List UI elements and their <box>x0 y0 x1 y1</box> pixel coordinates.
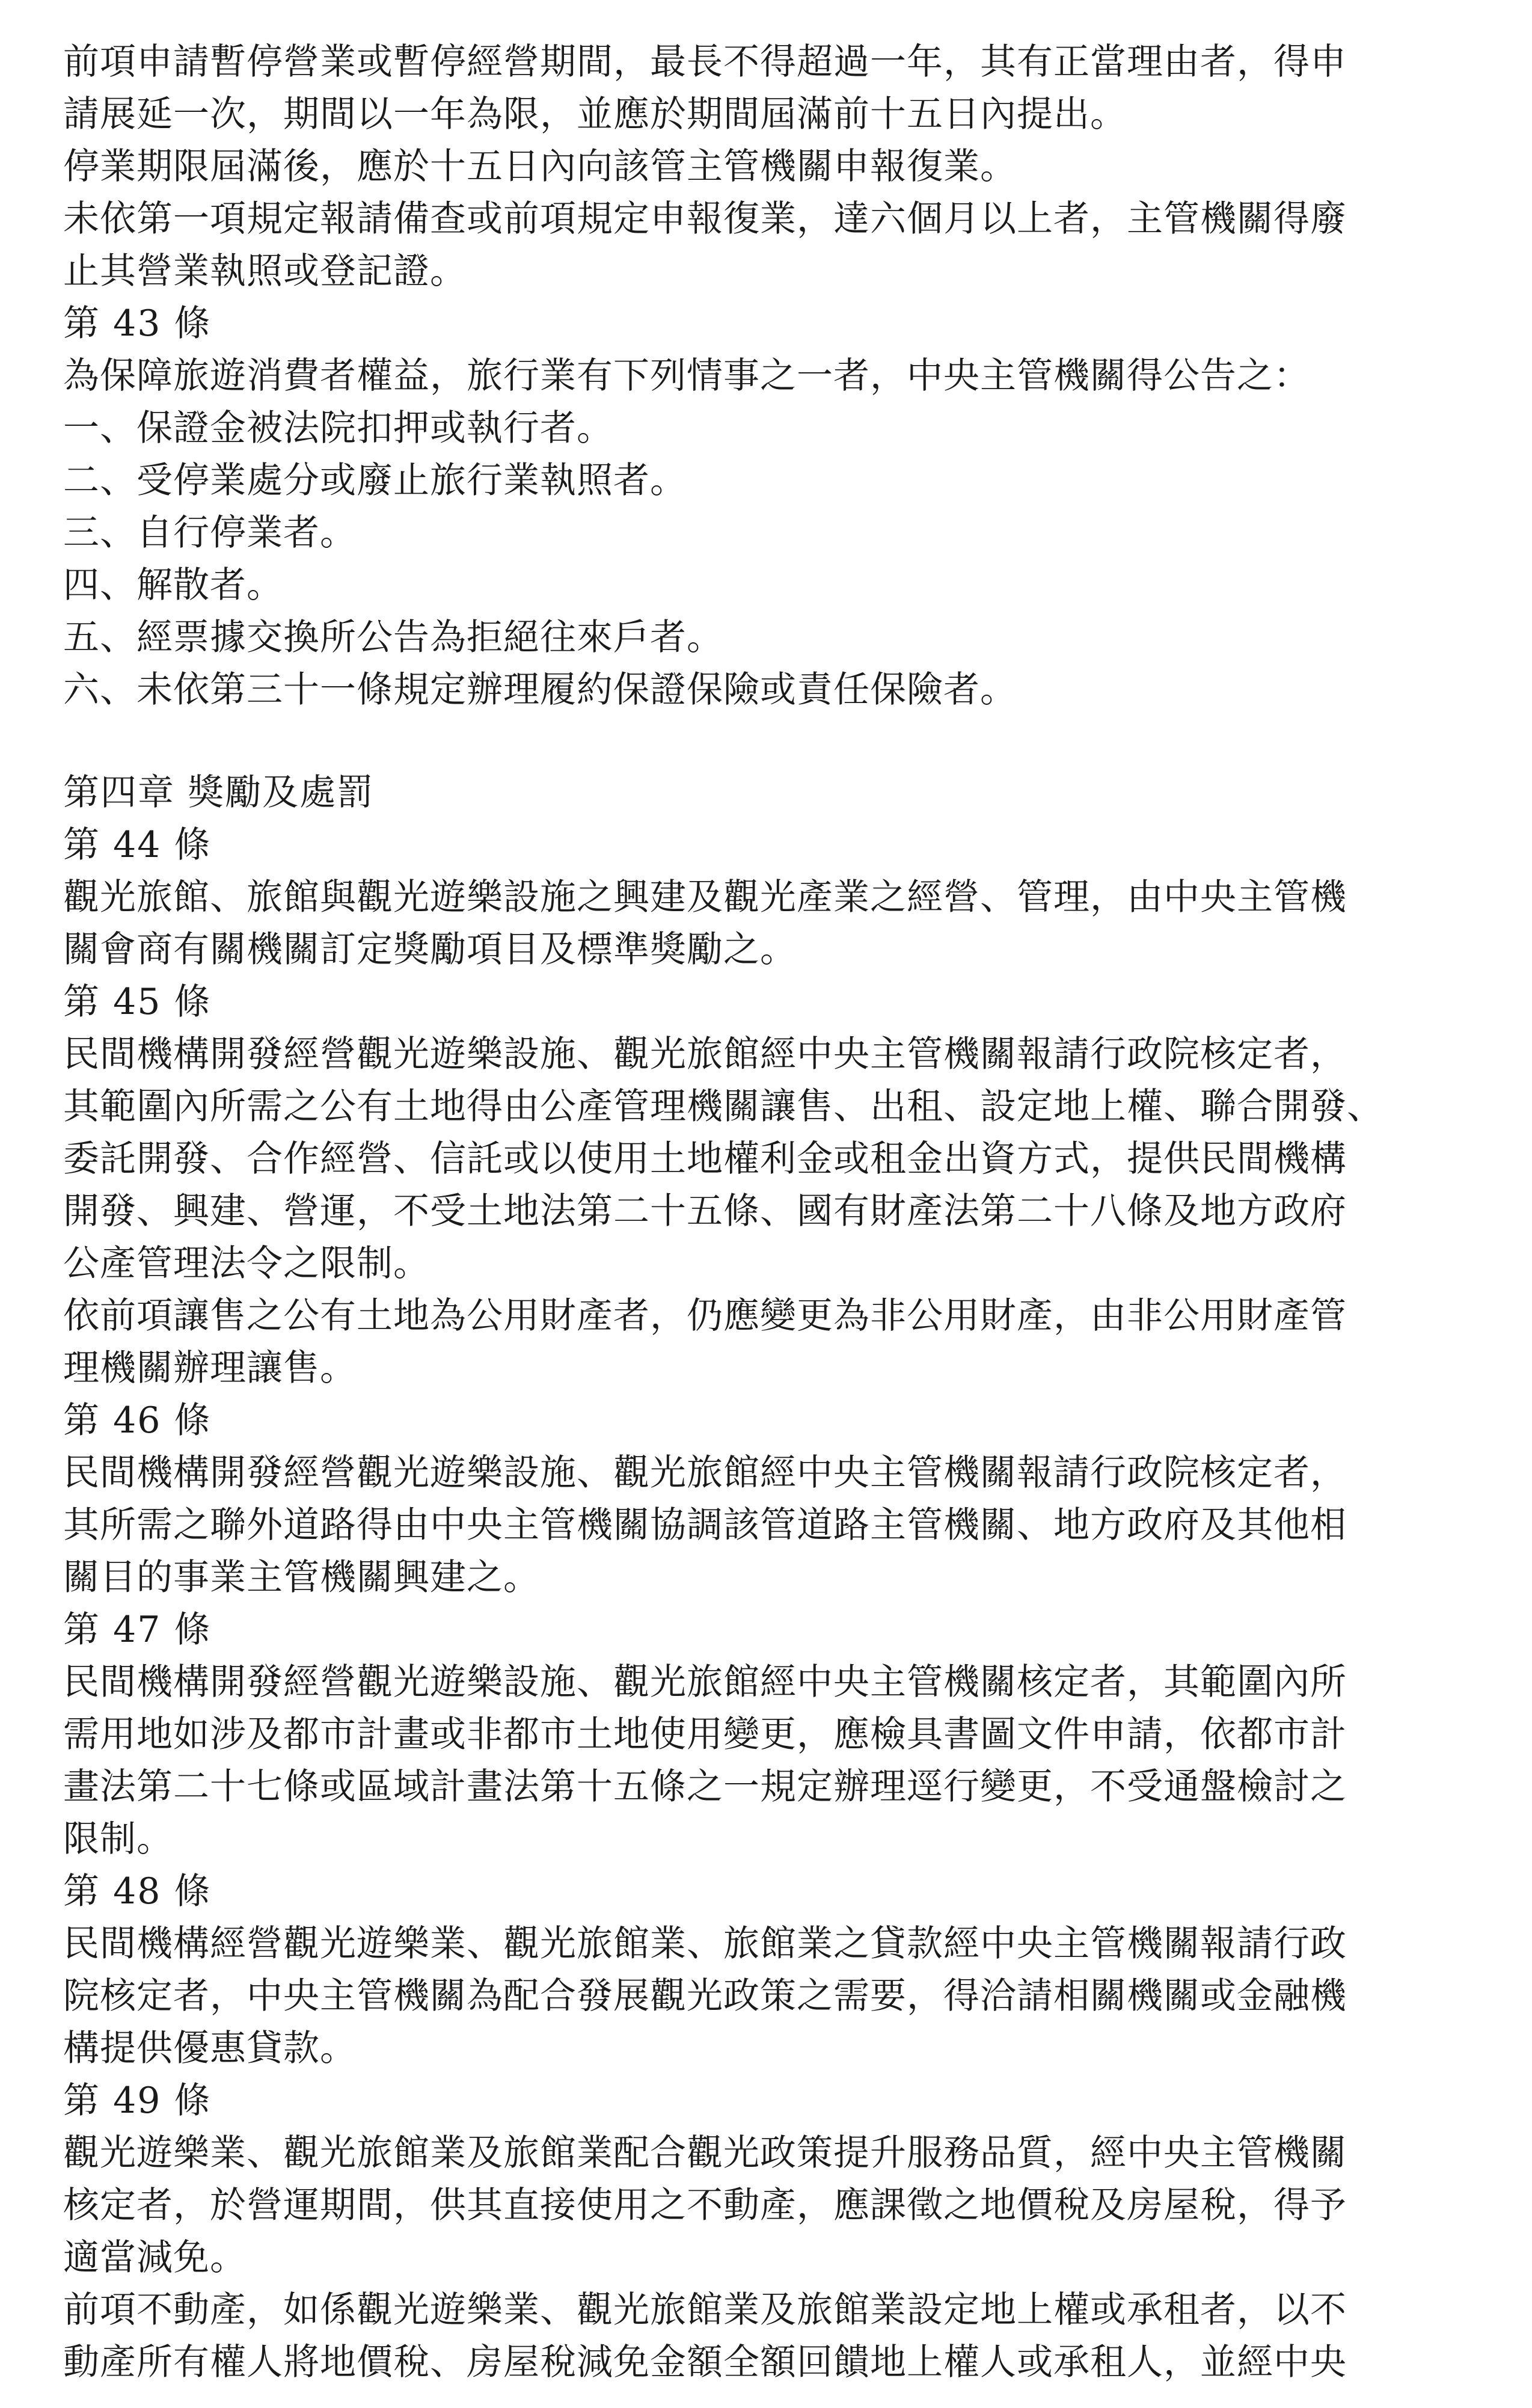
text-line: 請展延一次，期間以一年為限，並應於期間屆滿前十五日內提出。 <box>63 93 1127 135</box>
list-item: 一、保證金被法院扣押或執行者。 <box>63 407 613 449</box>
text-line: 院核定者，中央主管機關為配合發展觀光政策之需要，得洽請相關機關或金融機 <box>63 1975 1347 2017</box>
article-43 <box>63 298 1458 716</box>
text-line: 理機關辦理讓售。 <box>63 1347 357 1389</box>
article-heading: 第 49 條 <box>63 2080 212 2122</box>
section-gap <box>63 716 1458 767</box>
list-item: 四、解散者。 <box>63 564 283 606</box>
text-line: 民間機構開發經營觀光遊樂設施、觀光旅館經中央主管機關報請行政院核定者， <box>63 1452 1347 1494</box>
article-intro: 為保障旅遊消費者權益，旅行業有下列情事之一者，中央主管機關得公告之： <box>63 355 1310 397</box>
article-44 <box>63 819 1458 976</box>
text-line: 動產所有權人將地價稅、房屋稅減免金額全額回饋地上權人或承租人，並經中央 <box>63 2341 1347 2383</box>
article-heading: 第 48 條 <box>63 1870 212 1912</box>
article-heading: 第 45 條 <box>63 981 212 1023</box>
text-line: 構提供優惠貸款。 <box>63 2027 357 2069</box>
list-item: 三、自行停業者。 <box>63 512 357 554</box>
text-line: 觀光旅館、旅館與觀光遊樂設施之興建及觀光產業之經營、管理，由中央主管機 <box>63 876 1347 918</box>
text-line: 其所需之聯外道路得由中央主管機關協調該管道路主管機關、地方政府及其他相 <box>63 1504 1347 1546</box>
article-42-continuation <box>63 36 1458 298</box>
list-item: 五、經票據交換所公告為拒絕往來戶者。 <box>63 616 723 659</box>
text-line: 關目的事業主管機關興建之。 <box>63 1556 540 1599</box>
text-line: 畫法第二十七條或區域計畫法第十五條之一規定辦理逕行變更，不受通盤檢討之 <box>63 1766 1347 1808</box>
article-heading: 第 43 條 <box>63 303 212 345</box>
text-line: 民間機構開發經營觀光遊樂設施、觀光旅館經中央主管機關報請行政院核定者， <box>63 1033 1347 1075</box>
article-48 <box>63 1866 1458 2075</box>
text-line: 核定者，於營運期間，供其直接使用之不動產，應課徵之地價稅及房屋稅，得予 <box>63 2184 1347 2226</box>
text-line: 其範圍內所需之公有土地得由公產管理機關讓售、出租、設定地上權、聯合開發、 <box>63 1086 1383 1128</box>
text-line: 開發、興建、營運，不受土地法第二十五條、國有財產法第二十八條及地方政府 <box>63 1190 1347 1232</box>
text-line: 觀光遊樂業、觀光旅館業及旅館業配合觀光政策提升服務品質，經中央主管機關 <box>63 2132 1347 2174</box>
text-line: 前項不動產，如係觀光遊樂業、觀光旅館業及旅館業設定地上權或承租者，以不 <box>63 2289 1347 2331</box>
text-line: 關會商有關機關訂定獎勵項目及標準獎勵之。 <box>63 929 797 971</box>
article-49 <box>63 2075 1458 2389</box>
list-item: 六、未依第三十一條規定辦理履約保證保險或責任保險者。 <box>63 669 1017 711</box>
text-line: 民間機構開發經營觀光遊樂設施、觀光旅館經中央主管機關核定者，其範圍內所 <box>63 1661 1347 1703</box>
chapter-heading: 第四章 獎勵及處罰 <box>63 772 375 814</box>
text-line: 依前項讓售之公有土地為公用財產者，仍應變更為非公用財產，由非公用財產管 <box>63 1295 1347 1337</box>
text-line: 止其營業執照或登記證。 <box>63 250 467 292</box>
text-line: 公產管理法令之限制。 <box>63 1242 430 1285</box>
article-46 <box>63 1395 1458 1604</box>
article-heading: 第 44 條 <box>63 824 212 866</box>
article-heading: 第 47 條 <box>63 1609 212 1651</box>
text-line: 民間機構經營觀光遊樂業、觀光旅館業、旅館業之貸款經中央主管機關報請行政 <box>63 1923 1347 1965</box>
text-line: 委託開發、合作經營、信託或以使用土地權利金或租金出資方式，提供民間機構 <box>63 1138 1347 1180</box>
text-line: 前項申請暫停營業或暫停經營期間，最長不得超過一年，其有正當理由者，得申 <box>63 41 1347 83</box>
list-item: 二、受停業處分或廢止旅行業執照者。 <box>63 459 687 502</box>
text-line: 停業期限屆滿後，應於十五日內向該管主管機關申報復業。 <box>63 146 1017 188</box>
text-line: 限制。 <box>63 1818 173 1860</box>
document-page <box>63 36 1458 2389</box>
text-line: 適當減免。 <box>63 2237 247 2279</box>
text-line: 未依第一項規定報請備查或前項規定申報復業，達六個月以上者，主管機關得廢 <box>63 198 1347 240</box>
article-heading: 第 46 條 <box>63 1399 212 1442</box>
text-line: 需用地如涉及都市計畫或非都市土地使用變更，應檢具書圖文件申請，依都市計 <box>63 1713 1347 1755</box>
article-47 <box>63 1604 1458 1866</box>
article-45 <box>63 976 1458 1395</box>
